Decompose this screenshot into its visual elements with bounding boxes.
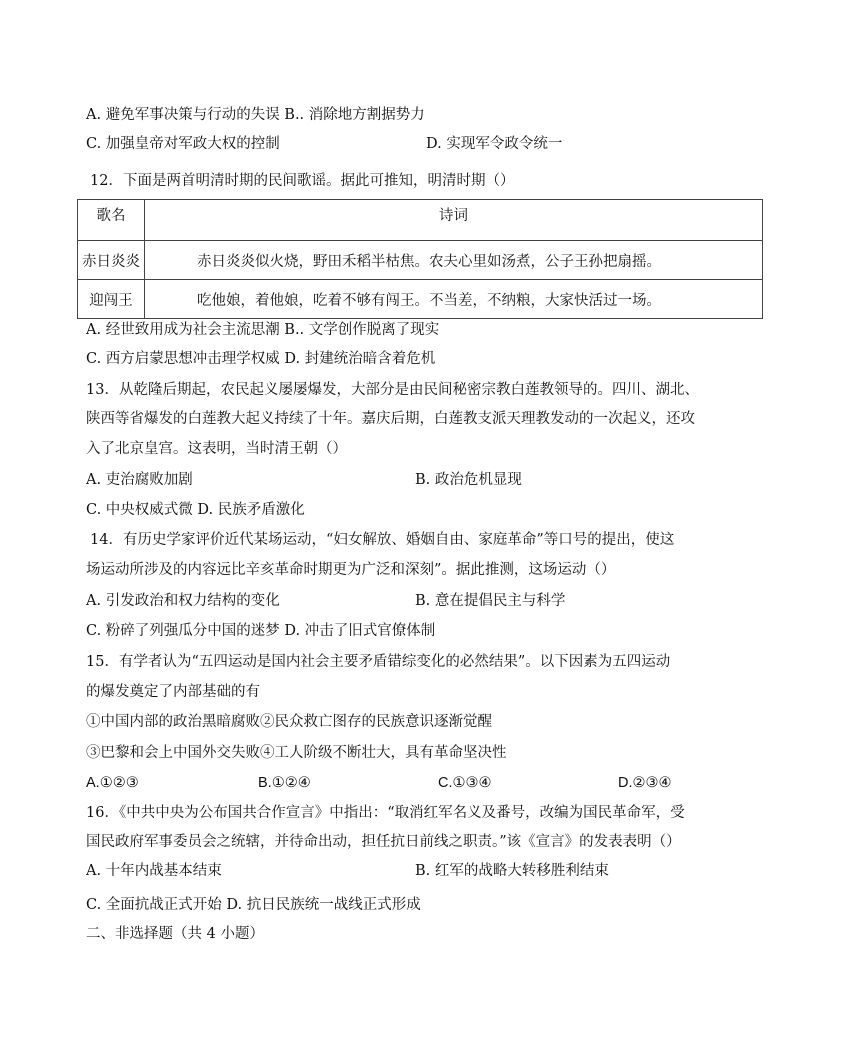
q13-option-b: B. 政治危机显现 [415, 472, 522, 488]
table-header-name: 歌名 [78, 200, 145, 241]
q13-stem-line3: 入了北京皇宫。这表明，当时清王朝（） [86, 441, 347, 457]
q12-option-ab: A. 经世致用成为社会主流思潮 B.. 文学创作脱离了现实 [86, 322, 440, 338]
q15-stem-line2: 的爆发奠定了内部基础的有 [86, 684, 260, 700]
q15-option-a: A.①②③ [86, 775, 139, 791]
table-row [78, 280, 763, 319]
q16-stem-line1: 16．《中共中央为公布国共合作宣言》中指出：“取消红军名义及番号，改编为国民革命军，受 [86, 805, 685, 821]
song-lyrics: 赤日炎炎似火烧，野田禾稻半枯焦。农夫心里如汤煮，公子王孙把扇摇。 [145, 241, 763, 280]
table-header-row [78, 200, 763, 241]
q16-option-cd: C. 全面抗战正式开始 D. 抗日民族统一战线正式形成 [86, 897, 421, 913]
q14-option-cd: C. 粉碎了列强瓜分中国的迷梦 D. 冲击了旧式官僚体制 [86, 623, 436, 639]
q12-option-cd: C. 西方启蒙思想冲击理学权威 D. 封建统治暗含着危机 [86, 351, 436, 367]
q14-option-b: B. 意在提倡民主与科学 [415, 593, 566, 609]
q13-stem-line2: 陕西等省爆发的白莲教大起义持续了十年。嘉庆后期，白莲教支派天理教发动的一次起义，还攻 [86, 411, 695, 427]
q14-stem-line2: 场运动所涉及的内容远比辛亥革命时期更为广泛和深刻”。据此推测，这场运动（） [86, 562, 616, 578]
q11-option-c: C. 加强皇帝对军政大权的控制 [86, 136, 280, 152]
q15-items-12: ①中国内部的政治黑暗腐败②民众救亡图存的民族意识逐渐觉醒 [86, 714, 492, 730]
song-lyrics: 吃他娘，着他娘，吃着不够有闯王。不当差，不纳粮，大家快活过一场。 [145, 280, 763, 319]
table-row [78, 241, 763, 280]
q16-option-a: A. 十年内战基本结束 [86, 863, 222, 879]
q14-stem-line1: 14．有历史学家评价近代某场运动，“妇女解放、婚姻自由、家庭革命”等口号的提出，使这 [90, 532, 675, 548]
q13-option-a: A. 吏治腐败加剧 [86, 472, 193, 488]
q11-option-d: D. 实现军令政令统一 [426, 136, 563, 152]
q13-option-cd: C. 中央权威式微 D. 民族矛盾激化 [86, 502, 305, 518]
q15-option-c: C.①③④ [438, 775, 492, 791]
q15-option-b: B.①②④ [258, 775, 311, 791]
q16-option-b: B. 红军的战略大转移胜利结束 [415, 863, 609, 879]
q11-option-ab: A. 避免军事决策与行动的失误 B.. 消除地方割据势力 [86, 107, 425, 123]
song-name: 迎闯王 [78, 280, 145, 319]
q12-stem: 12．下面是两首明清时期的民间歌谣。据此可推知，明清时期（） [90, 173, 515, 189]
table-header-poem: 诗词 [145, 200, 763, 241]
q15-items-34: ③巴黎和会上中国外交失败④工人阶级不断壮大，具有革命坚决性 [86, 745, 507, 761]
q13-stem-line1: 13．从乾隆后期起，农民起义屡屡爆发，大部分是由民间秘密宗教白莲教领导的。四川、湖北、 [86, 382, 699, 398]
q15-option-d: D.②③④ [618, 775, 672, 791]
q15-stem-line1: 15．有学者认为“五四运动是国内社会主要矛盾错综变化的必然结果”。以下因素为五四运动 [86, 654, 671, 670]
song-name: 赤日炎炎 [78, 241, 145, 280]
ballad-table [77, 199, 763, 319]
q14-option-a: A. 引发政治和权力结构的变化 [86, 593, 280, 609]
q16-stem-line2: 国民政府军事委员会之统辖，并待命出动，担任抗日前线之职责。”该《宣言》的发表表明（） [86, 834, 681, 850]
section-two-heading: 二、非选择题（共 4 小题） [86, 926, 264, 942]
